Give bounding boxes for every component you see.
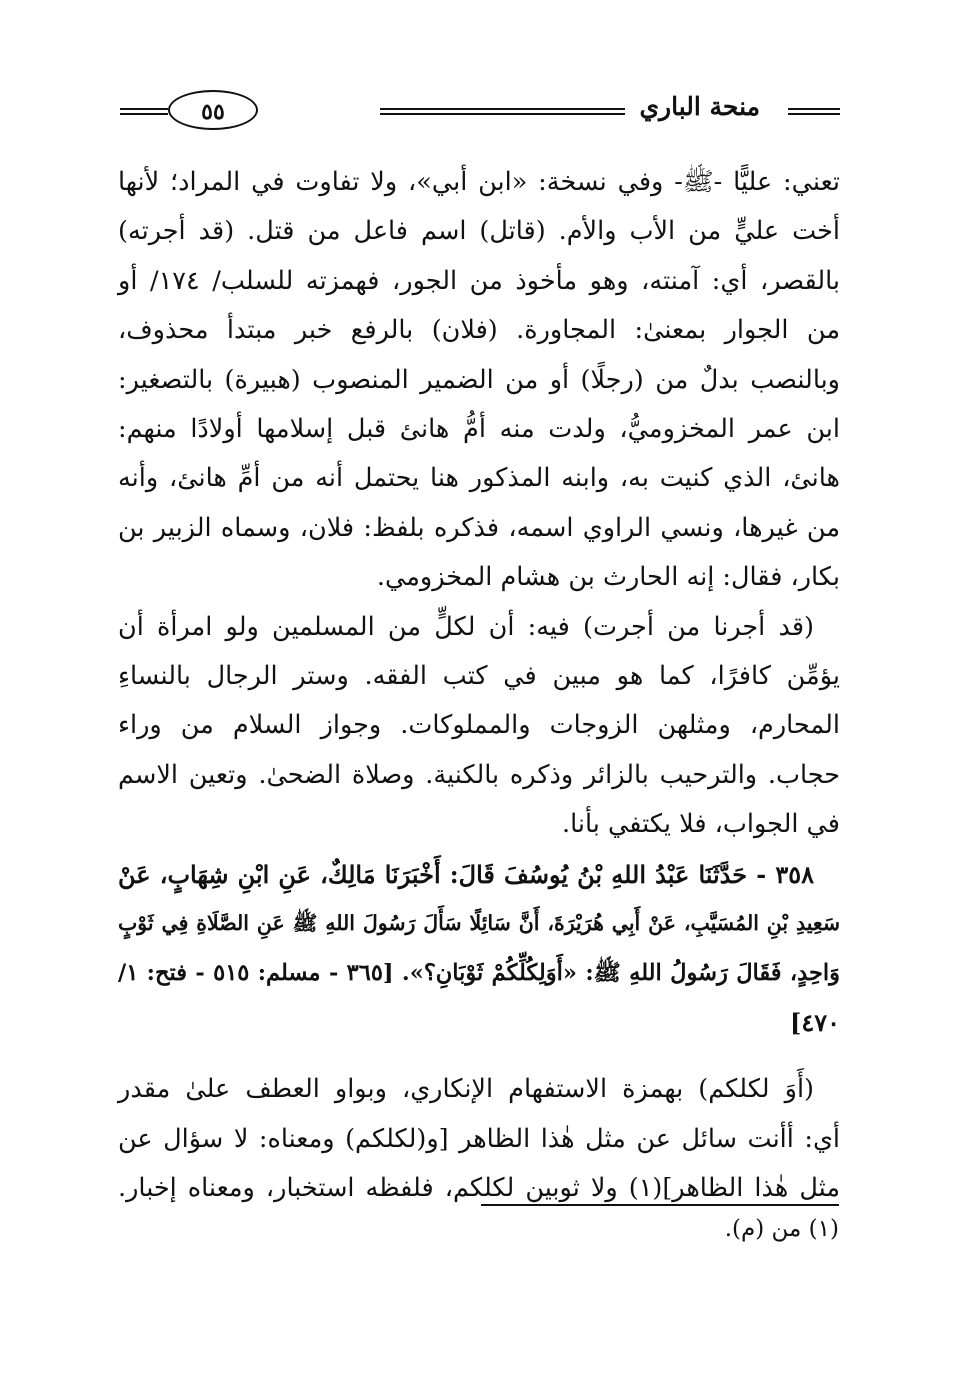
footnote: (١) من (م). bbox=[724, 1216, 839, 1242]
paragraph-commentary-3 bbox=[118, 1065, 840, 1213]
text-line: وبالنصب بدلٌ من (رجلًا) أو من الضمير المنصوب (هبيرة) بالتصغير: bbox=[118, 364, 840, 395]
text-line: (قد أجرنا من أجرت) فيه: أن لكلٍّ من المسلمين ولو امرأة أن bbox=[118, 611, 814, 642]
text-line: هانئ، الذي كنيت به، وابنه المذكور هنا يحتمل أنه من أمِّ هانئ، وأنه bbox=[118, 463, 840, 494]
page-number-badge: ٥٥ bbox=[168, 90, 258, 130]
text-line: تعني: عليًّا -ﷺ- وفي نسخة: «ابن أبي»، ولا تفاوت في المراد؛ لأنها bbox=[118, 167, 840, 197]
footnote-divider bbox=[481, 1204, 839, 1206]
hadith-line: سَعِيدِ بْنِ المُسَيَّبِ، عَنْ أَبِي هُرَيْرَةَ، أَنَّ سَائِلًا سَأَلَ رَسُولَ اللهِ ﷺ عَنِ الصَّلَاةِ فِي ثَوْبٍ bbox=[118, 911, 840, 936]
hadith-line: وَاحِدٍ، فَقَالَ رَسُولُ اللهِ ﷺ: «أَوَلِكُلِّكُمْ ثَوْبَانِ؟». [٣٦٥ - مسلم: ٥١٥ - فتح: ١/ bbox=[118, 959, 840, 986]
text-line: المحارم، ومثلهن الزوجات والمملوكات. وجواز السلام من وراء bbox=[118, 710, 840, 741]
text-line: يؤمِّن كافرًا، كما هو مبين في كتب الفقه. وستر الرجال بالنساءِ bbox=[118, 661, 840, 692]
text-line: من الجوار بمعنىٰ: المجاورة. (فلان) بالرفع خبر مبتدأ محذوف، bbox=[118, 315, 840, 346]
text-line: ابن عمر المخزوميُّ، ولدت منه أمُّ هانئ قبل إسلامها أولادًا منهم: bbox=[118, 414, 840, 445]
body-text bbox=[118, 158, 840, 1214]
hadith-line: ٤٧٠] bbox=[789, 1007, 840, 1037]
header-rule-right bbox=[788, 108, 840, 115]
text-line: في الجواب، فلا يكتفي بأنا. bbox=[562, 809, 840, 840]
header-rule-middle bbox=[380, 108, 625, 115]
page-header bbox=[120, 88, 840, 144]
text-line: أي: أأنت سائل عن مثل هٰذا الظاهر [و(لكلكم) ومعناه: لا سؤال عن bbox=[118, 1123, 840, 1154]
text-line: بكار، فقال: إنه الحارث بن هشام المخزومي. bbox=[376, 562, 840, 593]
text-line: حجاب. والترحيب بالزائر وذكره بالكنية. وصلاة الضحىٰ. وتعين الاسم bbox=[118, 759, 840, 790]
paragraph-commentary-1 bbox=[118, 158, 840, 603]
hadith-paragraph bbox=[118, 850, 840, 1048]
text-line: من غيرها، ونسي الراوي اسمه، فذكره بلفظ: فلان، وسماه الزبير بن bbox=[118, 512, 840, 543]
text-line: بالقصر، أي: آمنته، وهو مأخوذ من الجور، فهمزته للسلب/ ١٧٤/ أو bbox=[118, 265, 840, 296]
paragraph-commentary-2 bbox=[118, 603, 840, 850]
text-line: أخت عليٍّ من الأب والأم. (قاتل) اسم فاعل من قتل. (قد أجرته) bbox=[118, 216, 840, 247]
header-rule-left bbox=[120, 108, 168, 115]
book-title: منحة الباري bbox=[639, 92, 760, 121]
hadith-line: ٣٥٨ - حَدَّثَنَا عَبْدُ اللهِ بْنُ يُوسُفَ قَالَ: أَخْبَرَنَا مَالِكٌ، عَنِ ابْنِ شِهَابٍ، عَنْ bbox=[118, 859, 814, 889]
text-line: (أَوَ لكلكم) بهمزة الاستفهام الإنكاري، وبواو العطف علىٰ مقدر bbox=[118, 1074, 814, 1105]
text-line: مثل هٰذا الظاهر](١) ولا ثوبين لكلكم، فلفظه استخبار، ومعناه إخبار. bbox=[118, 1173, 841, 1204]
